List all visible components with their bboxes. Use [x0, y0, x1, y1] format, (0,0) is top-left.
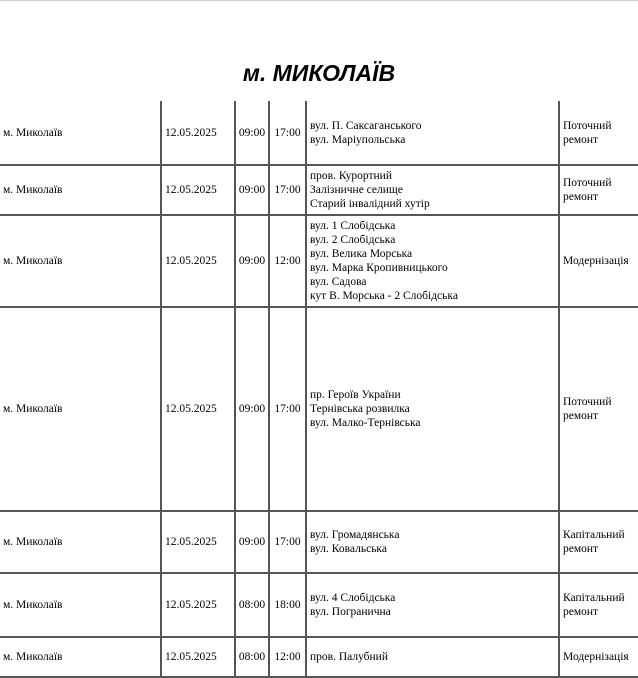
start-time-cell: 09:00 — [235, 307, 269, 511]
streets-cell-line: вул. Велика Морська — [310, 248, 413, 260]
streets-cell-line: вул. 4 Слобідська — [310, 592, 396, 604]
work-type-cell-line: ремонт — [563, 410, 599, 422]
start-time-cell: 08:00 — [235, 573, 269, 637]
date-cell: 12.05.2025 — [161, 511, 235, 573]
city-cell: м. Миколаїв — [0, 165, 161, 215]
streets-cell-line: пров. Палубний — [310, 651, 388, 663]
table-row — [0, 215, 638, 307]
city-cell: м. Миколаїв — [0, 307, 161, 511]
table-row — [0, 637, 638, 677]
start-time-cell: 09:00 — [235, 215, 269, 307]
table-row — [0, 307, 638, 511]
streets-cell — [306, 573, 559, 637]
work-type-cell — [559, 215, 638, 307]
streets-cell-line: вул. Малко-Тернівська — [310, 417, 421, 429]
streets-cell — [306, 637, 559, 677]
date-cell: 12.05.2025 — [161, 215, 235, 307]
streets-cell-line: пр. Героїв України — [310, 389, 401, 401]
streets-cell-line: вул. П. Саксаганського — [310, 119, 422, 132]
streets-cell-line: кут В. Морська - 2 Слобідська — [310, 290, 458, 302]
work-type-cell-line: Поточний — [563, 177, 612, 189]
end-time-cell: 17:00 — [269, 511, 306, 573]
city-cell: м. Миколаїв — [0, 573, 161, 637]
table-row — [0, 101, 638, 165]
city-cell: м. Миколаїв — [0, 101, 161, 165]
date-cell: 12.05.2025 — [161, 165, 235, 215]
table-row — [0, 165, 638, 215]
top-divider — [0, 0, 638, 1]
date-cell: 12.05.2025 — [161, 101, 235, 165]
streets-cell-line: вул. Садова — [310, 276, 367, 288]
work-type-cell — [559, 307, 638, 511]
end-time-cell: 18:00 — [269, 573, 306, 637]
work-type-cell-line: Поточний — [563, 119, 612, 132]
date-cell: 12.05.2025 — [161, 573, 235, 637]
streets-cell-line: пров. Курортний — [310, 170, 392, 182]
work-type-cell-line: ремонт — [563, 191, 599, 203]
work-type-cell — [559, 637, 638, 677]
start-time-cell: 08:00 — [235, 637, 269, 677]
work-type-cell-line: Модернізація — [563, 651, 629, 663]
date-cell: 12.05.2025 — [161, 307, 235, 511]
start-time-cell: 09:00 — [235, 165, 269, 215]
streets-cell-line: вул. Громадянська — [310, 529, 400, 541]
streets-cell-line: вул. Погранична — [310, 606, 391, 618]
work-type-cell-line: Модернізація — [563, 255, 629, 267]
streets-cell-line: Тернівська розвилка — [310, 403, 410, 415]
work-type-cell — [559, 511, 638, 573]
work-type-cell-line: ремонт — [563, 133, 599, 146]
date-cell: 12.05.2025 — [161, 637, 235, 677]
work-type-cell-line: ремонт — [563, 543, 599, 555]
end-time-cell: 12:00 — [269, 215, 306, 307]
end-time-cell: 12:00 — [269, 637, 306, 677]
end-time-cell: 17:00 — [269, 165, 306, 215]
work-type-cell-line: Капітальний — [563, 529, 625, 541]
streets-cell — [306, 165, 559, 215]
page-title: м. МИКОЛАЇВ — [242, 60, 396, 86]
streets-cell-line: вул. Ковальська — [310, 543, 387, 555]
city-cell: м. Миколаїв — [0, 511, 161, 573]
streets-cell-line: вул. Марка Кропивницького — [310, 262, 448, 274]
table-row — [0, 573, 638, 637]
work-type-cell — [559, 101, 638, 165]
end-time-cell: 17:00 — [269, 101, 306, 165]
streets-cell — [306, 511, 559, 573]
work-type-cell — [559, 573, 638, 637]
streets-cell-line: Старий інвалідний хутір — [310, 198, 430, 210]
streets-cell-line: вул. 1 Слобідська — [310, 220, 396, 232]
work-type-cell-line: Поточний — [563, 396, 612, 408]
work-type-cell-line: Капітальний — [563, 592, 625, 604]
streets-cell — [306, 307, 559, 511]
city-cell: м. Миколаїв — [0, 637, 161, 677]
city-cell: м. Миколаїв — [0, 215, 161, 307]
work-type-cell-line: ремонт — [563, 606, 599, 618]
end-time-cell: 17:00 — [269, 307, 306, 511]
streets-cell-line: вул. 2 Слобідська — [310, 234, 396, 246]
table-row — [0, 511, 638, 573]
work-type-cell — [559, 165, 638, 215]
start-time-cell: 09:00 — [235, 101, 269, 165]
streets-cell — [306, 215, 559, 307]
streets-cell — [306, 101, 559, 165]
start-time-cell: 09:00 — [235, 511, 269, 573]
streets-cell-line: Залізничне селище — [310, 184, 403, 196]
streets-cell-line: вул. Маріупольська — [310, 133, 406, 146]
outage-schedule-table — [0, 101, 638, 678]
